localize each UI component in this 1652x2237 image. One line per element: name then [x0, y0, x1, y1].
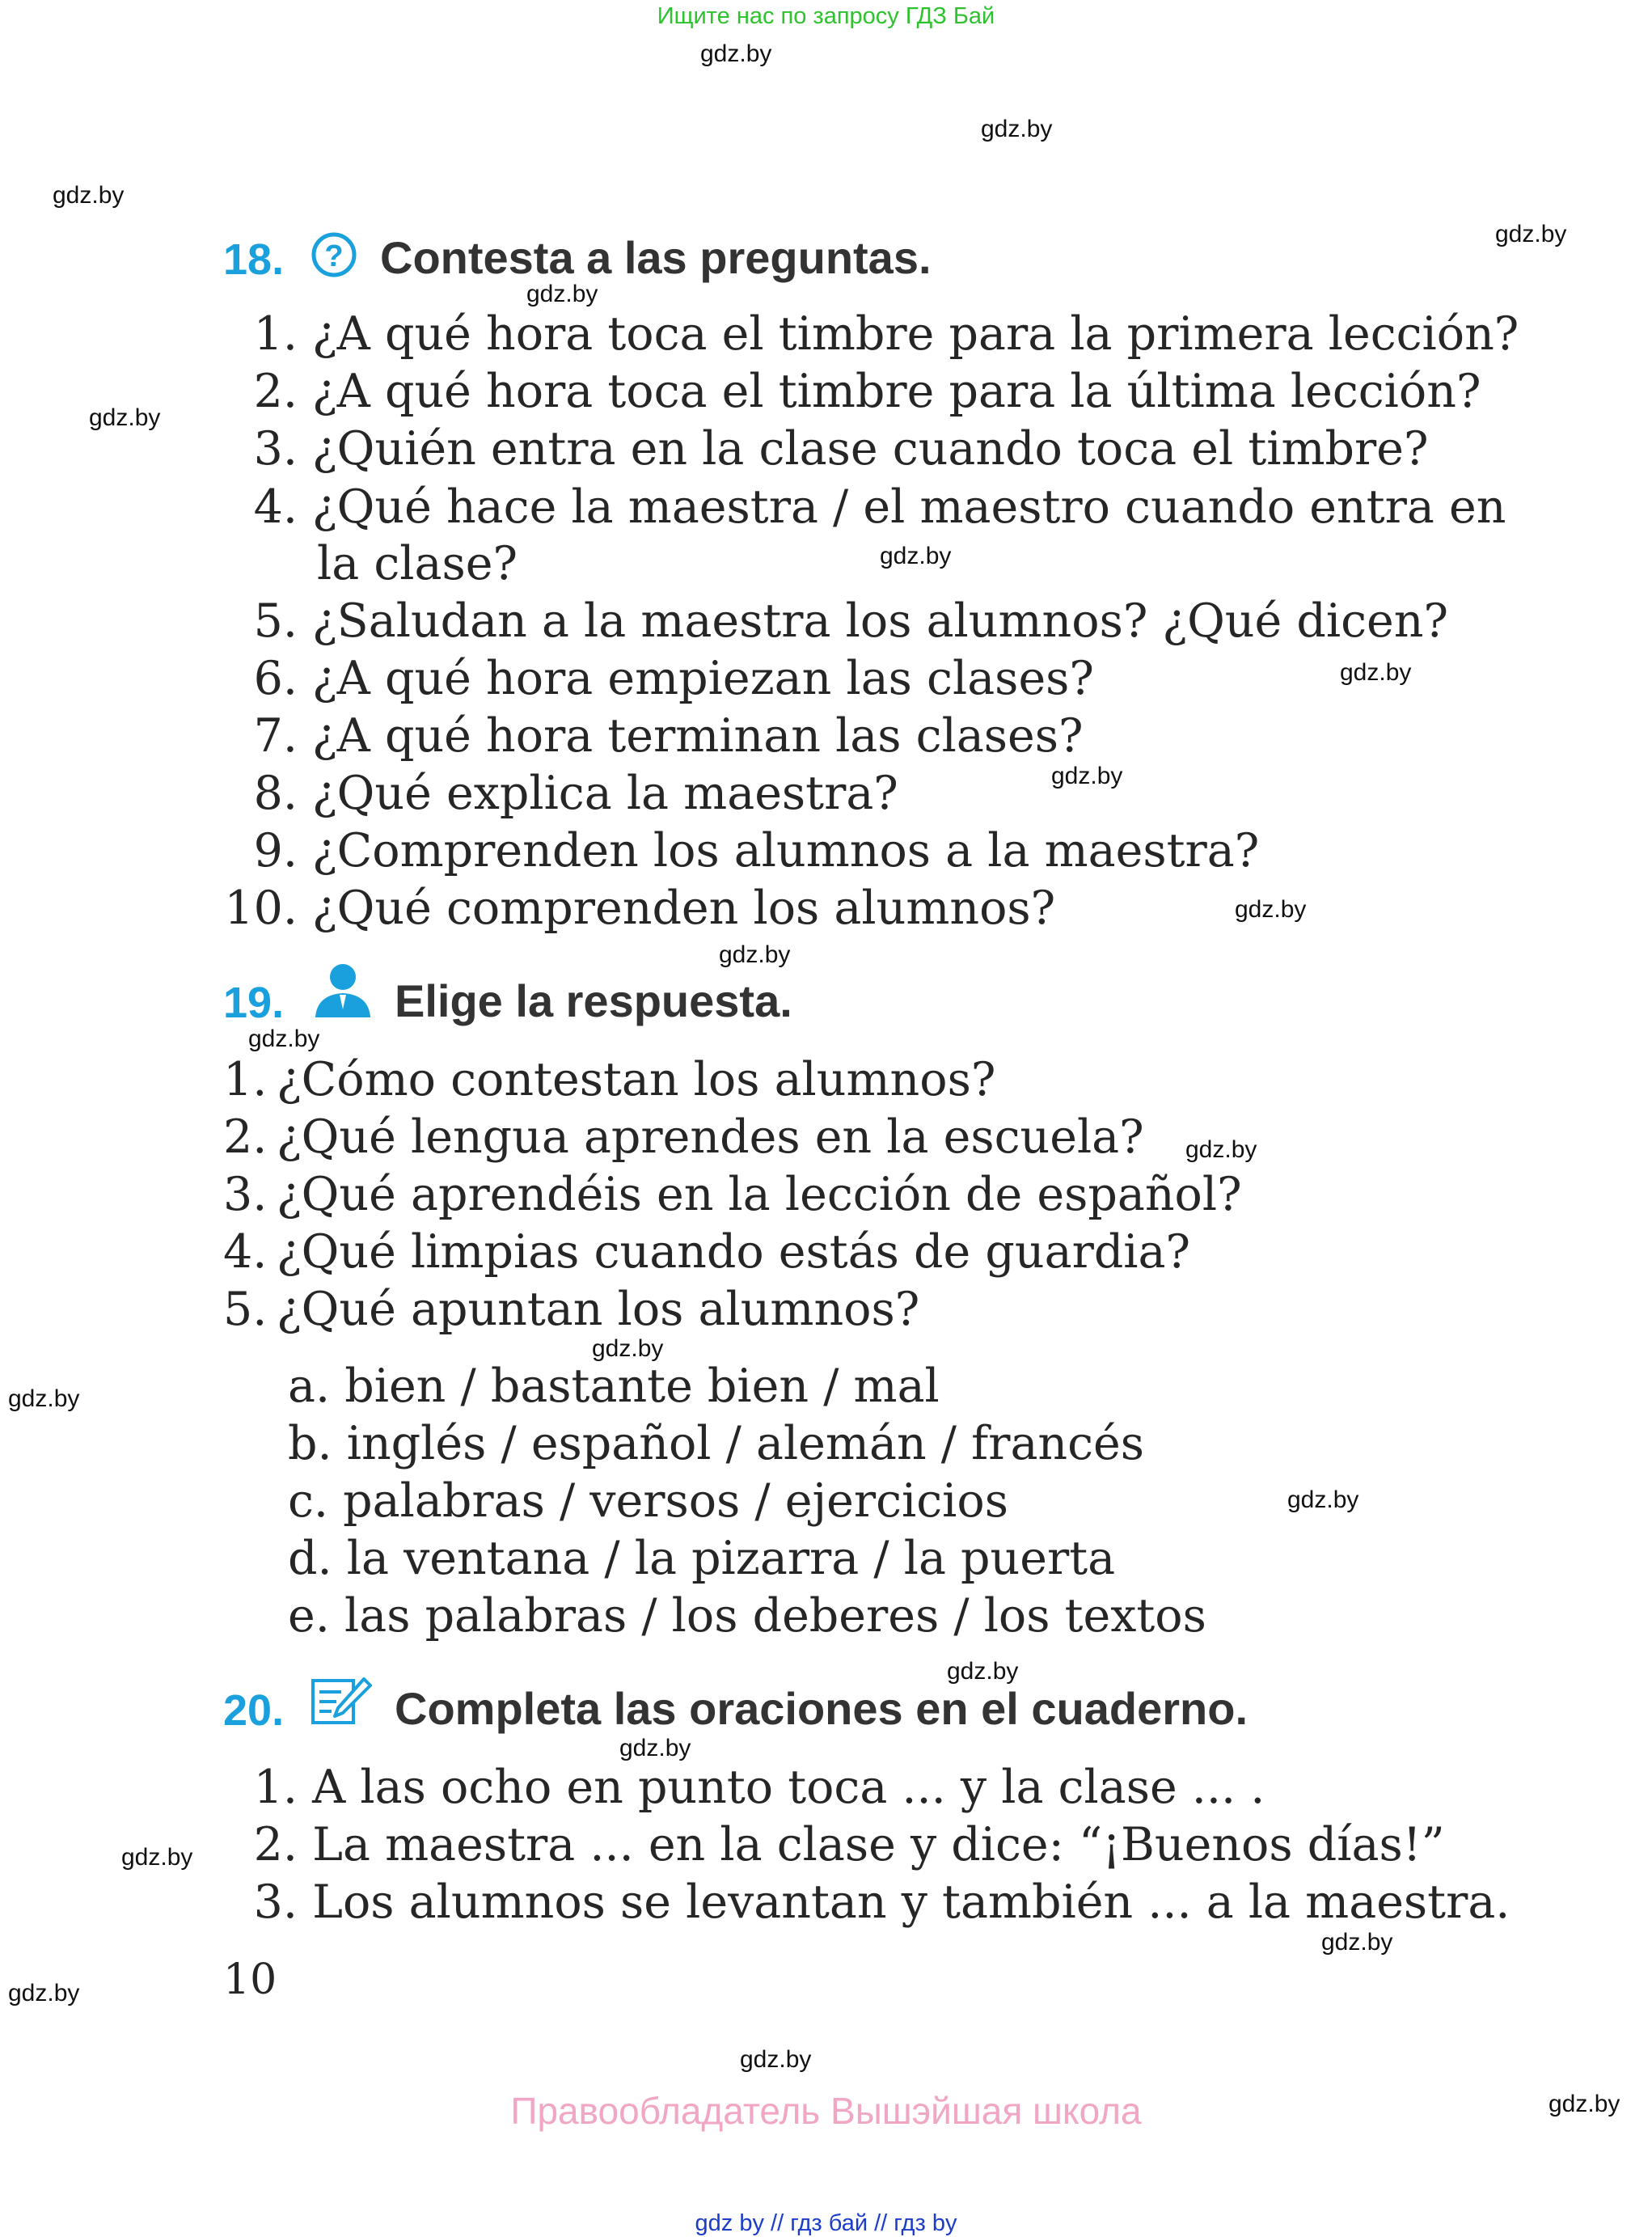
answer-option: d. la ventana / la pizarra / la puerta: [288, 1532, 1116, 1585]
list-item: 3. ¿Qué aprendéis en la lección de español?: [223, 1168, 1242, 1221]
list-item: 5. ¿Qué apuntan los alumnos?: [223, 1283, 920, 1336]
exercise-18-title: Contesta a las preguntas.: [380, 232, 932, 283]
watermark: gdz.by: [1051, 763, 1123, 789]
answer-option: e. las palabras / los deberes / los textos: [288, 1589, 1206, 1643]
watermark: gdz.by: [8, 1980, 80, 2007]
exercise-19-number: 19.: [223, 979, 285, 1027]
list-item: 2. La maestra ... en la clase y dice: “¡Buenos días!”: [253, 1818, 1445, 1871]
pencil-note-icon: [311, 1676, 372, 1726]
watermark: gdz.by: [1235, 896, 1307, 923]
watermark: gdz.by: [981, 116, 1053, 142]
exercise-18-number: 18.: [223, 235, 285, 284]
list-item: 7. ¿A qué hora terminan las clases?: [253, 709, 1084, 763]
watermark: gdz.by: [1340, 659, 1412, 686]
person-icon: [311, 962, 375, 1019]
watermark: gdz.by: [619, 1735, 691, 1761]
watermark: gdz.by: [248, 1025, 320, 1052]
list-item: 4. ¿Qué limpias cuando estás de guardia?: [223, 1225, 1191, 1279]
bottom-links[interactable]: gdz by // гдз бай // гдз by: [695, 2210, 957, 2236]
page-number: 10: [223, 1956, 277, 2004]
list-item: 9. ¿Comprenden los alumnos a la maestra?: [253, 824, 1260, 877]
svg-text:?: ?: [324, 239, 344, 273]
list-item: 6. ¿A qué hora empiezan las clases?: [253, 652, 1094, 705]
top-banner: Ищите нас по запросу ГДЗ Бай: [657, 3, 995, 29]
watermark: gdz.by: [947, 1658, 1019, 1685]
watermark: gdz.by: [121, 1844, 193, 1871]
watermark: gdz.by: [592, 1335, 664, 1362]
answer-option: b. inglés / español / alemán / francés: [288, 1417, 1145, 1470]
answer-option: c. palabras / versos / ejercicios: [288, 1474, 1008, 1528]
list-item: 3. Los alumnos se levantan y también ... a la maestra.: [253, 1875, 1510, 1929]
list-item: 4. ¿Qué hace la maestra / el maestro cuando entra en: [253, 480, 1506, 534]
watermark: gdz.by: [53, 182, 125, 209]
list-item: 1. A las ocho en punto toca ... y la clase ... .: [253, 1761, 1265, 1814]
watermark: gdz.by: [719, 941, 791, 968]
watermark: gdz.by: [1548, 2091, 1620, 2117]
list-item: 5. ¿Saludan a la maestra los alumnos? ¿Qué dicen?: [253, 594, 1449, 648]
exercise-19-title: Elige la respuesta.: [395, 975, 792, 1026]
watermark: gdz.by: [1321, 1929, 1393, 1956]
watermark: gdz.by: [1495, 221, 1567, 247]
watermark: gdz.by: [526, 281, 598, 307]
list-item: 3. ¿Quién entra en la clase cuando toca el timbre?: [253, 422, 1429, 476]
list-item: 2. ¿Qué lengua aprendes en la escuela?: [223, 1110, 1144, 1164]
list-item: 1. ¿Cómo contestan los alumnos?: [223, 1053, 996, 1106]
watermark: gdz.by: [880, 543, 952, 569]
watermark: gdz.by: [1287, 1486, 1359, 1513]
exercise-20-number: 20.: [223, 1686, 285, 1735]
answer-option: a. bien / bastante bien / mal: [288, 1360, 940, 1413]
list-item: 1. ¿A qué hora toca el timbre para la primera lección?: [253, 307, 1519, 361]
list-item: 10. ¿Qué comprenden los alumnos?: [224, 882, 1056, 935]
watermark: gdz.by: [700, 40, 772, 67]
list-item: 8. ¿Qué explica la maestra?: [253, 767, 898, 820]
list-item: 2. ¿A qué hora toca el timbre para la última lección?: [253, 365, 1481, 418]
copyright-notice: Правообладатель Вышэйшая школа: [510, 2090, 1142, 2132]
watermark: gdz.by: [740, 2046, 812, 2073]
list-item-continuation: la clase?: [317, 537, 518, 590]
question-icon: [311, 231, 357, 278]
watermark: gdz.by: [89, 404, 161, 431]
watermark: gdz.by: [1185, 1136, 1257, 1163]
exercise-20-title: Completa las oraciones en el cuaderno.: [395, 1683, 1249, 1734]
watermark: gdz.by: [8, 1385, 80, 1412]
